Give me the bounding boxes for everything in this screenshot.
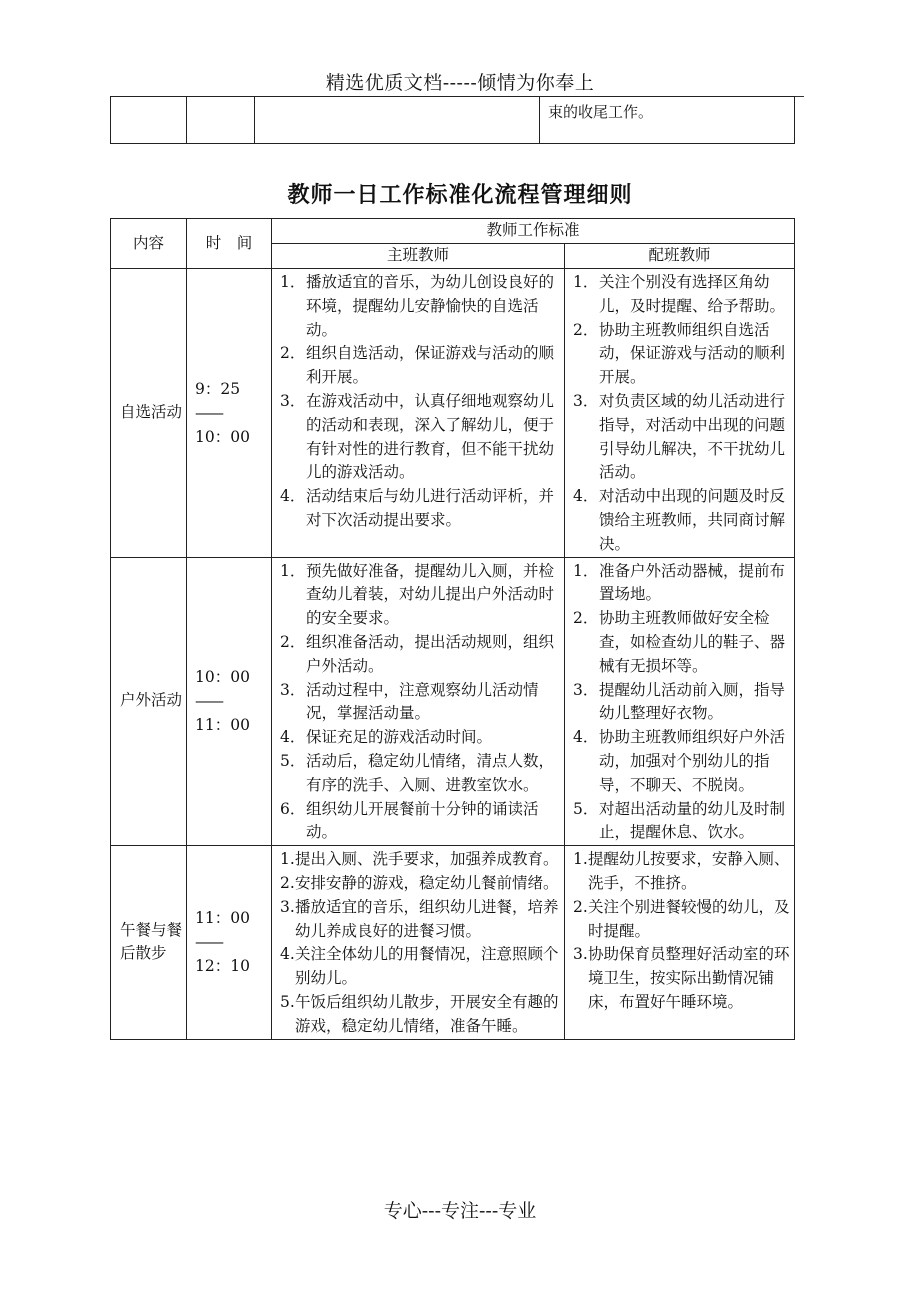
list-item: 2. 安排安静的游戏，稳定幼儿餐前情绪。 (280, 873, 559, 892)
list-item: 4． 对活动中出现的问题及时反馈给主班教师，共同商讨解决。 (573, 487, 786, 553)
list-item: 1. 提出入厕、洗手要求，加强养成教育。 (280, 850, 559, 869)
list-item: 3． 提醒幼儿活动前入厕，指导幼儿整理好衣物。 (573, 680, 786, 723)
row-content: 自选活动 (111, 269, 187, 558)
continued-cell (255, 97, 540, 144)
row-content: 午餐与餐后散步 (111, 846, 187, 1039)
list-item: 3． 在游戏活动中，认真仔细地观察幼儿的活动和表现，深入了解幼儿，便于有针对性的进行教育，但不能干扰幼儿的游戏活动。 (280, 391, 555, 482)
list-item: 2． 协助主班教师做好安全检查，如检查幼儿的鞋子、器械有无损坏等。 (573, 609, 786, 675)
time-separator: —— (195, 403, 222, 422)
list-item: 3． 对负责区域的幼儿活动进行指导，对活动中出现的问题引导幼儿解决，不干扰幼儿活动。 (573, 391, 786, 482)
time-end: 10：00 (195, 427, 250, 446)
table-row (111, 557, 795, 846)
time-start: 11：00 (195, 909, 250, 928)
header-assist-teacher: 配班教师 (565, 244, 795, 269)
page-header: 精选优质文档-----倾情为你奉上 (325, 72, 595, 94)
assist-duties (565, 269, 795, 558)
continued-cell-text: 束的收尾工作。 (540, 97, 795, 144)
list-item: 4． 活动结束后与幼儿进行活动评析，并对下次活动提出要求。 (280, 487, 555, 529)
lead-duties (272, 269, 565, 558)
header-time: 时 间 (187, 219, 272, 269)
time-start: 9：25 (195, 379, 241, 398)
page-footer: 专心---专注---专业 (383, 1200, 537, 1222)
list-item: 4． 协助主班教师组织好户外活动，加强对个别幼儿的指导，不聊天、不脱岗。 (573, 728, 786, 794)
list-item: 2． 协助主班教师组织自选活动，保证游戏与活动的顺利开展。 (573, 320, 786, 387)
list-item: 3. 协助保育员整理好活动室的环境卫生，按实际出勤情况铺床，布置好午睡环境。 (573, 945, 790, 1011)
continued-cell (187, 97, 255, 144)
time-separator: —— (195, 933, 222, 952)
header-lead-teacher: 主班教师 (272, 244, 565, 269)
list-item: 1． 播放适宜的音乐，为幼儿创设良好的环境，提醒幼儿安静愉快的自选活动。 (280, 273, 555, 339)
time-start: 10：00 (195, 668, 250, 687)
continued-cell (111, 97, 187, 144)
document-title: 教师一日工作标准化流程管理细则 (287, 183, 633, 208)
lead-duties (272, 846, 565, 1039)
list-item: 5． 对超出活动量的幼儿及时制止，提醒休息、饮水。 (573, 799, 786, 842)
list-item: 1. 提醒幼儿按要求，安静入厕、洗手，不推挤。 (573, 850, 790, 892)
list-item: 3． 活动过程中，注意观察幼儿活动情况，掌握活动量。 (280, 680, 539, 723)
time-end: 11：00 (195, 716, 250, 735)
row-time (187, 269, 272, 558)
row-content: 户外活动 (111, 557, 187, 846)
row-time (187, 557, 272, 846)
list-item: 4． 保证充足的游戏活动时间。 (280, 728, 493, 747)
workflow-table (110, 218, 795, 1040)
header-standard: 教师工作标准 (272, 219, 795, 244)
list-item: 5. 午饭后组织幼儿散步，开展安全有趣的游戏，稳定幼儿情绪，准备午睡。 (280, 992, 559, 1035)
list-item: 5． 活动后，稳定幼儿情绪，清点人数，有序的洗手、入厕、进教室饮水。 (280, 751, 555, 794)
list-item: 2． 组织准备活动，提出活动规则，组织户外活动。 (280, 632, 555, 675)
continued-table (110, 96, 795, 144)
list-item: 2． 组织自选活动，保证游戏与活动的顺利开展。 (280, 344, 555, 387)
assist-duties (565, 846, 795, 1039)
table-row (111, 269, 795, 558)
list-item: 1． 准备户外活动器械，提前布置场地。 (573, 561, 786, 604)
time-end: 12：10 (195, 957, 250, 976)
lead-duties (272, 557, 565, 846)
list-item: 1． 预先做好准备，提醒幼儿入厕，并检查幼儿着装，对幼儿提出户外活动时的安全要求。 (280, 561, 555, 628)
list-item: 3. 播放适宜的音乐，组织幼儿进餐，培养幼儿养成良好的进餐习惯。 (280, 897, 559, 940)
header-content: 内容 (111, 219, 187, 269)
list-item: 6． 组织幼儿开展餐前十分钟的诵读活动。 (280, 799, 539, 842)
list-item: 2. 关注个别进餐较慢的幼儿，及时提醒。 (573, 897, 790, 940)
list-item: 4. 关注全体幼儿的用餐情况，注意照顾个别幼儿。 (280, 945, 559, 988)
assist-duties (565, 557, 795, 846)
row-time (187, 846, 272, 1039)
list-item: 1． 关注个别没有选择区角幼儿，及时提醒、给予帮助。 (573, 273, 786, 315)
table-row (111, 846, 795, 1039)
time-separator: —— (195, 692, 222, 711)
